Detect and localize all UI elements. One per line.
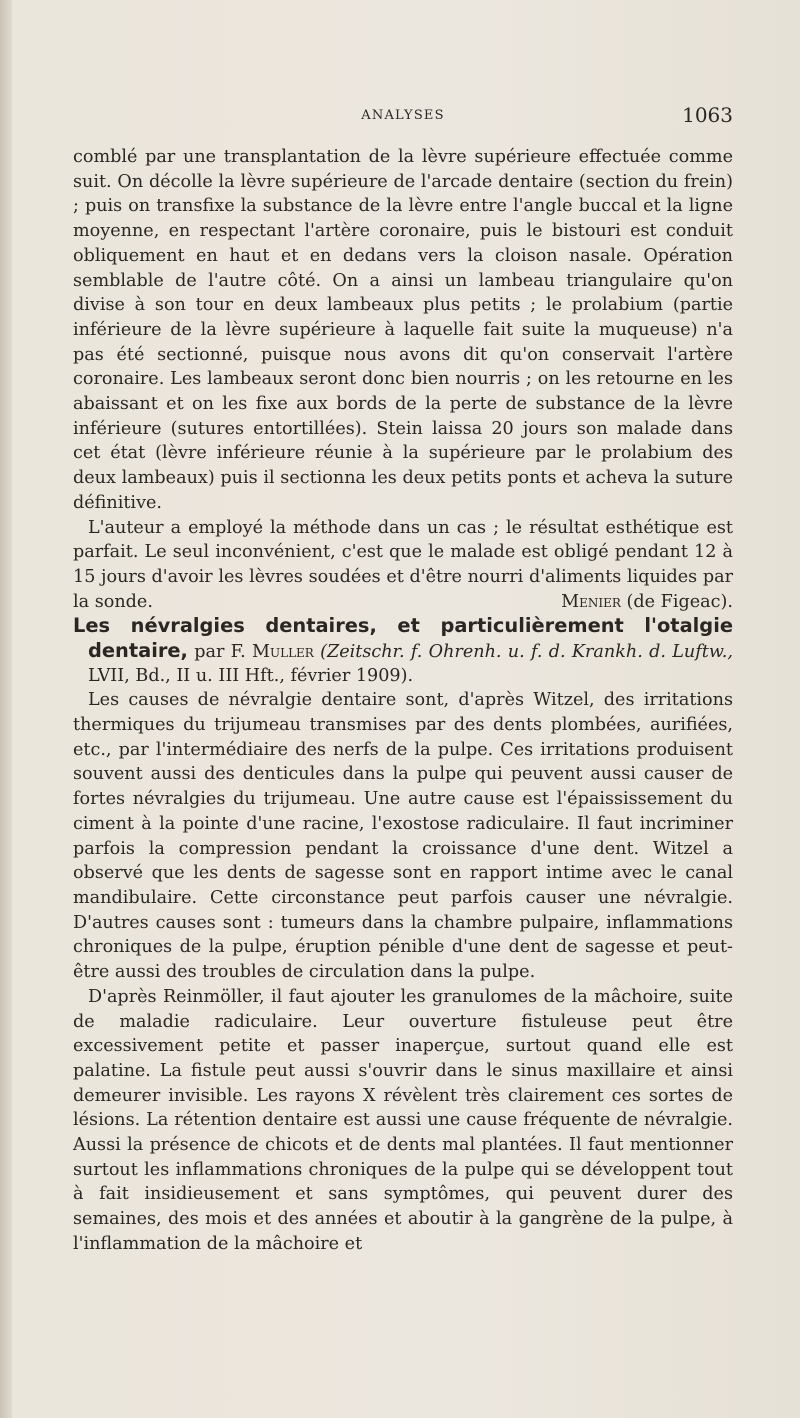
signature-place: (de Figeac).	[626, 591, 733, 612]
article2-paragraph-1: Les causes de névralgie dentaire sont, d'après Witzel, des irritations thermiques du trijumeau transmises par des dents plombées, aurifiées, etc., par l'intermédiaire des nerfs de la pulpe. Ces irritations produisent souvent aussi des denticules dans la pulpe qui peuvent aussi causer de fortes névralgies du trijumeau. Une autre cause est l'épaississement du ciment à la pointe d'une racine, l'exostose radiculaire. Il faut incriminer parfois la compression pendant la croissance d'une dent. Witzel a observé que les dents de sagesse sont en rapport intime avec le canal mandibulaire. Cette circonstance peut parfois causer une névralgie. D'autres causes sont : tumeurs dans la chambre pulpaire, inflammations chroniques de la pulpe, éruption pénible d'une dent de sagesse et peut-être aussi des troubles de circulation dans la pulpe.	[73, 690, 733, 983]
article1-paragraph-2-text: L'auteur a employé la méthode dans un cas ; le résultat esthétique est parfait. Le seul inconvénient, c'est que le malade est obligé pendant 12 à 15 jours d'avoir les lèvres soudées et d'être nourri d'aliments liquides par la sonde.	[73, 517, 733, 612]
page-spine-shadow	[0, 0, 12, 1418]
article1-paragraph-1: comblé par une transplantation de la lèvre supérieure effectuée comme suit. On décolle la lèvre supérieure de l'arcade dentaire (section du frein) ; puis on transfixe la substance de la lèvre entre l'angle buccal et la ligne moyenne, en respectant l'artère coronaire, puis le bistouri est conduit obliquement en haut et en dedans vers la cloison nasale. Opération semblable de l'autre côté. On a ainsi un lambeau triangulaire qu'on divise à son tour en deux lambeaux plus petits ; le prolabium (partie inférieure de la lèvre supérieure à laquelle fait suite la muqueuse) n'a pas été sectionné, puisque nous avons dit qu'on conservait l'artère coronaire. Les lambeaux seront donc bien nourris ; on les retourne en les abaissant et on les fixe aux bords de la perte de substance de la lèvre inférieure (sutures entortillées). Stein laissa 20 jours son malade dans cet état (lèvre inférieure réunie à la supérieure par le prolabium des deux lambeaux) puis il sectionna les deux petits ponts et acheva la suture définitive.	[73, 147, 733, 513]
article1-paragraph-2	[73, 516, 733, 615]
article2-citation-details: LVII, Bd., II u. III Hft., février 1909).	[88, 666, 414, 687]
article2-author: Muller	[251, 642, 314, 663]
page-number: 1063	[682, 103, 733, 127]
signature-name: Menier	[561, 591, 621, 612]
running-head: ANALYSES	[361, 108, 445, 123]
article2-heading	[73, 614, 733, 688]
article1-signature	[546, 590, 733, 615]
article2-paragraph-2: D'après Reinmöller, il faut ajouter les granulomes de la mâchoire, suite de maladie radiculaire. Leur ouverture fistuleuse peut être excessivement petite et passer inaperçue, surtout quand elle est palatine. La fistule peut aussi s'ouvrir dans le sinus maxillaire et ainsi demeurer invisible. Les rayons X révèlent très clairement ces sortes de lésions. La rétention dentaire est aussi une cause fréquente de névralgie. Aussi la présence de chicots et de dents mal plantées. Il faut mentionner surtout les inflammations chroniques de la pulpe qui se développent tout à fait insidieusement et sans symptômes, qui peuvent durer des semaines, des mois et des années et aboutir à la gangrène de la pulpe, à l'inflammation de la mâchoire et	[73, 986, 733, 1254]
page-body	[73, 145, 733, 1257]
article2-title: Les névralgies dentaires, et particulièrement l'otalgie dentaire,	[73, 614, 733, 663]
page-header	[73, 103, 733, 129]
article2-citation-journal: (Zeitschr. f. Ohrenh. u. f. d. Krankh. d. Luftw.,	[320, 642, 733, 663]
article2-by: par F.	[194, 642, 246, 663]
